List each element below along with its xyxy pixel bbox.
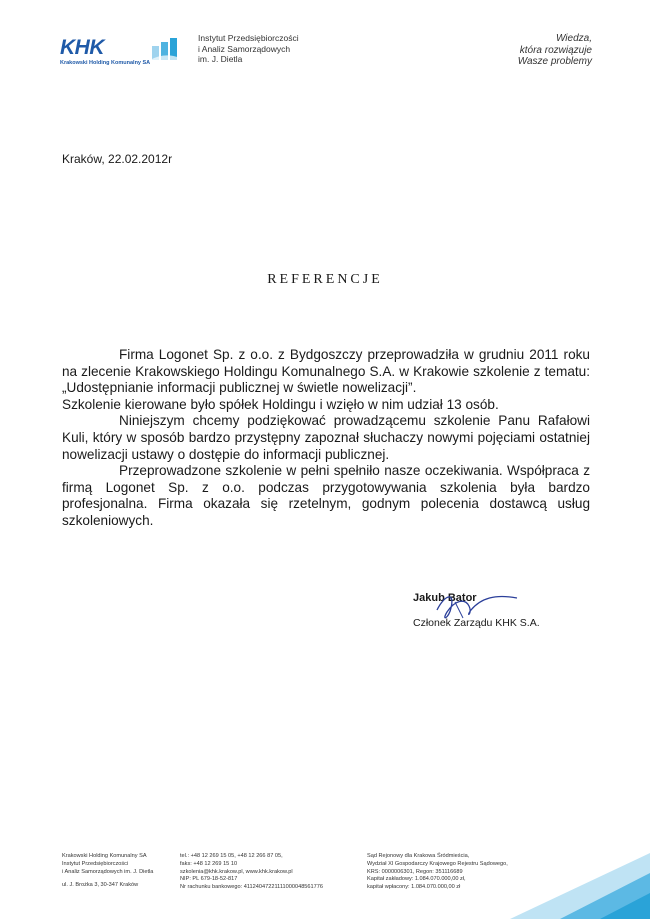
corner-decoration-icon	[470, 853, 650, 919]
footer-line: KRS: 0000006301, Regon: 351116689	[367, 868, 463, 875]
footer-line: NIP: PL 679-18-52-817	[180, 876, 238, 883]
letter-paragraph: Szkolenie kierowane było spółek Holdingu i wzięło w nim udział 13 osób.	[62, 396, 499, 412]
signatory-name: Jakub Bator	[413, 592, 477, 604]
footer-line: Sąd Rejonowy dla Krakowa Śródmieścia,	[367, 853, 470, 859]
khk-logo-text: KHK	[60, 36, 104, 59]
footer-line: Nr rachunku bankowego: 41124047221111000048561776	[180, 884, 323, 891]
institute-line: i Analiz Samorządowych	[198, 43, 291, 54]
footer-contact	[180, 853, 323, 892]
footer-line: Krakowski Holding Komunalny SA	[62, 853, 147, 859]
footer-line: szkolenia@khk.krakow.pl, www.khk.krakow.pl	[180, 868, 293, 875]
institute-line: Instytut Przedsiębiorczości	[198, 33, 299, 43]
letter-paragraph: Firma Logonet Sp. z o.o. z Bydgoszczy przeprowadziła w grudniu 2011 roku na zlecenie Krakowskiego Holdingu Komunalnego S.A. w Krakowie szkolenie z tematu: „Udostępnianie informacji publicznej w świetle nowelizacji”.	[62, 347, 590, 396]
letter-body	[62, 347, 590, 530]
footer-line: kapitał wpłacony: 1.084.070.000,00 zł	[367, 884, 461, 891]
footer-line: tel.: +48 12 269 15 05, +48 12 266 87 05,	[180, 853, 283, 859]
footer-company	[62, 853, 153, 876]
khk-logo	[60, 36, 151, 72]
footer-line: Wydział XI Gospodarczy Krajowego Rejestru Sądowego,	[367, 860, 508, 867]
letter-paragraph: Przeprowadzone szkolenie w pełni spełniło nasze oczekiwania. Współpraca z firmą Logonet Sp. z o.o. podczas przygotowywania szkolenia była bardzo profesjonalna. Firma okazała się rzetelnym, godnym polecenia dostawcą usług szkoleniowych.	[62, 463, 590, 528]
letter-paragraph: Niniejszym chcemy podziękować prowadzącemu szkolenie Panu Rafałowi Kuli, który w sposób bardzo przystępny zapoznał słuchaczy nowymi pojęciami ostatniej nowelizacji ustawy o dostępie do informacji publicznej.	[62, 413, 590, 462]
footer-line: faks: +48 12 269 15 10	[180, 860, 238, 867]
footer-line: Kapitał zakładowy: 1.084.070.000,00 zł,	[367, 876, 466, 883]
institute-line: im. J. Dietla	[198, 54, 243, 64]
signatory-role: Członek Zarządu KHK S.A.	[413, 617, 540, 629]
khk-logo-subtitle: Krakowski Holding Komunalny SA	[60, 60, 151, 66]
letter-title: REFERENCJE	[267, 272, 383, 287]
slogan-line: Wiedza,	[555, 33, 592, 44]
letter-date: Kraków, 22.02.2012r	[62, 152, 173, 166]
footer-line: i Analiz Samorządowych im. J. Dietla	[62, 868, 154, 875]
footer-line: Instytut Przedsiębiorczości	[62, 860, 129, 867]
slogan-line: Wasze problemy	[517, 56, 592, 67]
footer-address: ul. J. Brożka 3, 30-347 Kraków	[62, 882, 139, 888]
institute-name	[198, 33, 299, 65]
institute-logo-icon	[150, 38, 180, 62]
slogan-line: która rozwiązuje	[519, 44, 592, 56]
slogan	[518, 33, 592, 68]
